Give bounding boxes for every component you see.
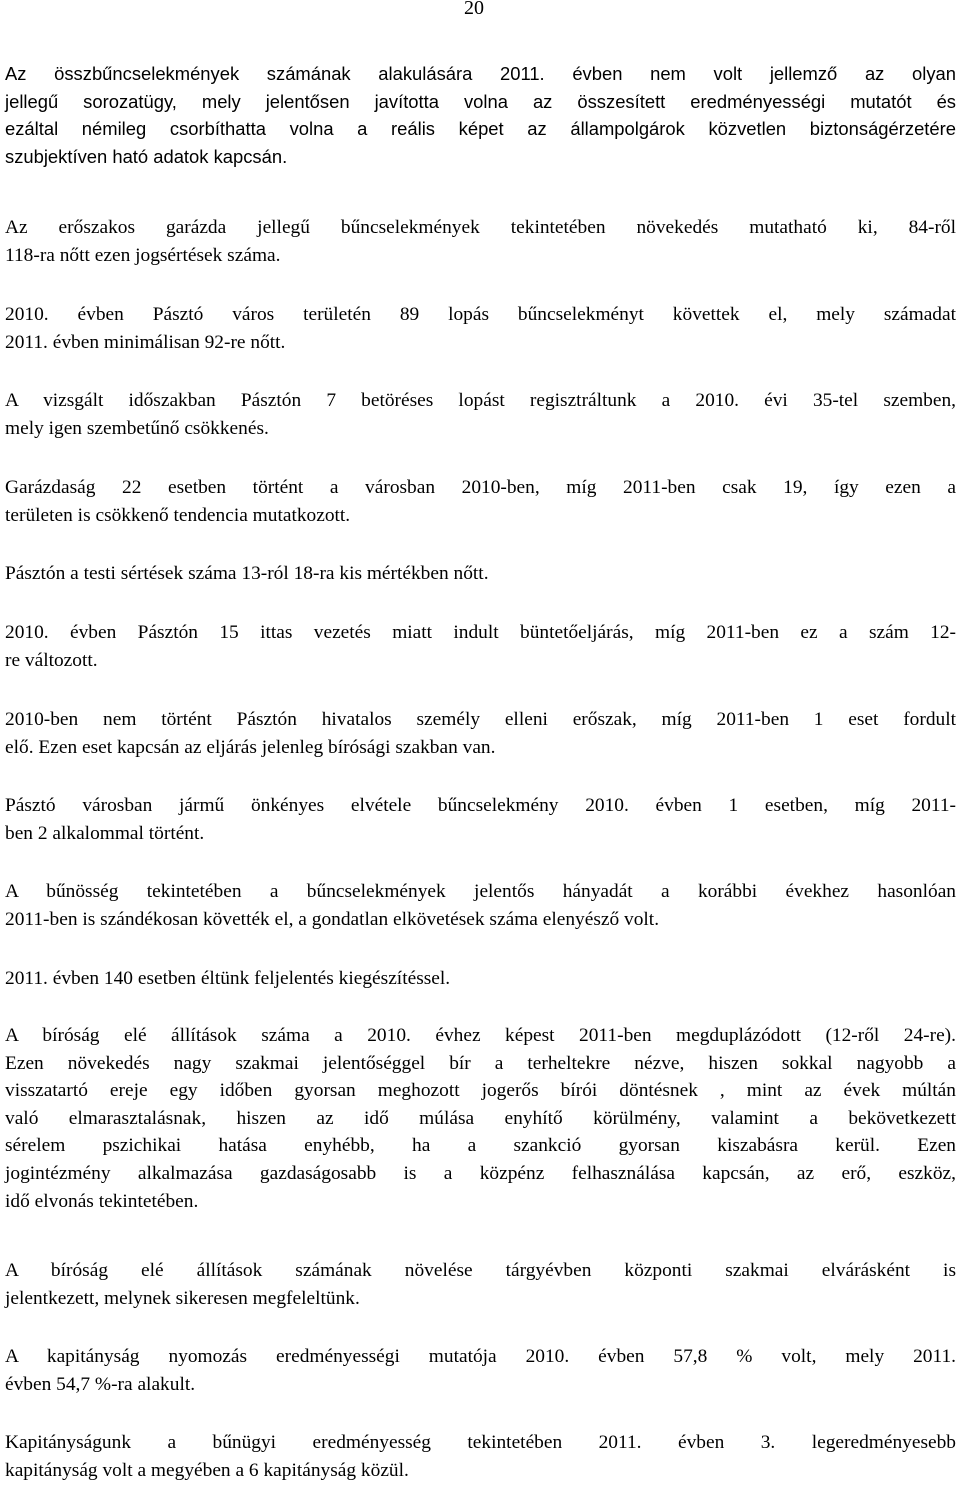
paragraph-line: A bűnösség tekintetében a bűncselekmények jelentős hányadát a korábbi évekhez hasonlóan xyxy=(5,881,956,902)
paragraph xyxy=(5,706,956,761)
paragraph-line: Garázdaság 22 esetben történt a városban 2010-ben, míg 2011-ben csak 19, így ezen a xyxy=(5,477,956,498)
paragraph-line: elő. Ezen eset kapcsán az eljárás jelenleg bírósági szakban van. xyxy=(5,736,496,758)
paragraph xyxy=(5,1343,956,1398)
paragraph-line: ezáltal némileg csorbíthatta volna a reális képet az állampolgárok közvetlen biztonságérzetére xyxy=(5,118,956,140)
paragraph-line: 2010-ben nem történt Pásztón hivatalos személy elleni erőszak, míg 2011-ben 1 eset fordult xyxy=(5,709,956,730)
paragraph-line: A kapitányság nyomozás eredményességi mutatója 2010. évben 57,8 % volt, mely 2011. xyxy=(5,1346,956,1367)
paragraph-line: sérelem pszichikai hatása enyhébb, ha a szankció gyorsan kiszabásra kerül. Ezen xyxy=(5,1135,956,1157)
paragraph xyxy=(5,474,956,529)
paragraph-line: Pásztó városban jármű önkényes elvétele bűncselekmény 2010. évben 1 esetben, míg 2011- xyxy=(5,795,956,816)
paragraph xyxy=(5,1257,956,1312)
paragraph-line: ben 2 alkalommal történt. xyxy=(5,822,205,844)
paragraph xyxy=(5,792,956,847)
paragraph-line: mely igen szembetűnő csökkenés. xyxy=(5,417,269,439)
paragraph-line: kapitányság volt a megyében a 6 kapitányság közül. xyxy=(5,1459,409,1481)
paragraph-line: Az összbűncselekmények számának alakulására 2011. évben nem volt jellemző az olyan xyxy=(5,63,956,84)
paragraph-line: való elmarasztalásnak, hiszen az idő múlása enyhítő körülmény, valamint a bekövetkezett xyxy=(5,1107,956,1129)
paragraph xyxy=(5,1022,956,1215)
paragraph-line: jelentkezett, melynek sikeresen megfeleltünk. xyxy=(5,1287,360,1309)
paragraph-line: 2011. évben minimálisan 92-re nőtt. xyxy=(5,331,286,353)
paragraph-line: évben 54,7 %-ra alakult. xyxy=(5,1373,196,1395)
paragraph-line: re változott. xyxy=(5,649,98,671)
paragraph-line: 2010. évben Pásztón 15 ittas vezetés miatt indult büntetőeljárás, míg 2011-ben ez a szám 12- xyxy=(5,622,956,643)
paragraph xyxy=(5,560,956,588)
paragraph xyxy=(5,965,956,993)
paragraph xyxy=(5,60,956,170)
paragraph-line: idő elvonás tekintetében. xyxy=(5,1190,199,1212)
paragraph xyxy=(5,387,956,442)
paragraph xyxy=(5,878,956,933)
paragraph-line: jellegű sorozatügy, mely jelentősen javította volna az összesített eredményességi mutatót és xyxy=(5,90,956,112)
paragraph-line: Ezen növekedés nagy szakmai jelentőséggel bír a terheltekre nézve, hiszen sokkal nagyobb a xyxy=(5,1052,956,1074)
paragraph-line: Pásztón a testi sértések száma 13-ról 18-ra kis mértékben nőtt. xyxy=(5,563,489,584)
paragraph-line: 2010. évben Pásztó város területén 89 lopás bűncselekményt követtek el, mely számadat xyxy=(5,304,956,325)
paragraph-line: Az erőszakos garázda jellegű bűncselekmények tekintetében növekedés mutatható ki, 84-ről xyxy=(5,217,956,238)
paragraph xyxy=(5,1429,956,1484)
paragraph-line: Kapitányságunk a bűnügyi eredményesség tekintetében 2011. évben 3. legeredményesebb xyxy=(5,1432,956,1453)
paragraph xyxy=(5,301,956,356)
paragraph xyxy=(5,214,956,269)
paragraph-line: A vizsgált időszakban Pásztón 7 betöréses lopást regisztráltunk a 2010. évi 35-tel szemben, xyxy=(5,390,956,411)
paragraph-line: A bíróság elé állítások száma a 2010. évhez képest 2011-ben megduplázódott (12-ről 24-re). xyxy=(5,1025,956,1046)
paragraph-line: területen is csökkenő tendencia mutatkozott. xyxy=(5,504,351,526)
paragraph-line: szubjektíven ható adatok kapcsán. xyxy=(5,145,288,167)
paragraph-line: jogintézmény alkalmazása gazdaságosabb is a közpénz felhasználása kapcsán, az erő, eszköz, xyxy=(5,1162,956,1184)
paragraph-line: visszatartó ereje egy időben gyorsan meghozott jogerős bírói döntésnek , mint az évek múltán xyxy=(5,1080,956,1102)
paragraph-line: 2011-ben is szándékosan követték el, a gondatlan elkövetések száma elenyésző volt. xyxy=(5,908,660,930)
paragraph xyxy=(5,619,956,674)
paragraph-line: A bíróság elé állítások számának növelése tárgyévben központi szakmai elvárásként is xyxy=(5,1260,956,1281)
paragraph-line: 2011. évben 140 esetben éltünk feljelentés kiegészítéssel. xyxy=(5,968,451,989)
paragraph-line: 118-ra nőtt ezen jogsértések száma. xyxy=(5,244,281,266)
page-number: 20 xyxy=(464,0,484,19)
